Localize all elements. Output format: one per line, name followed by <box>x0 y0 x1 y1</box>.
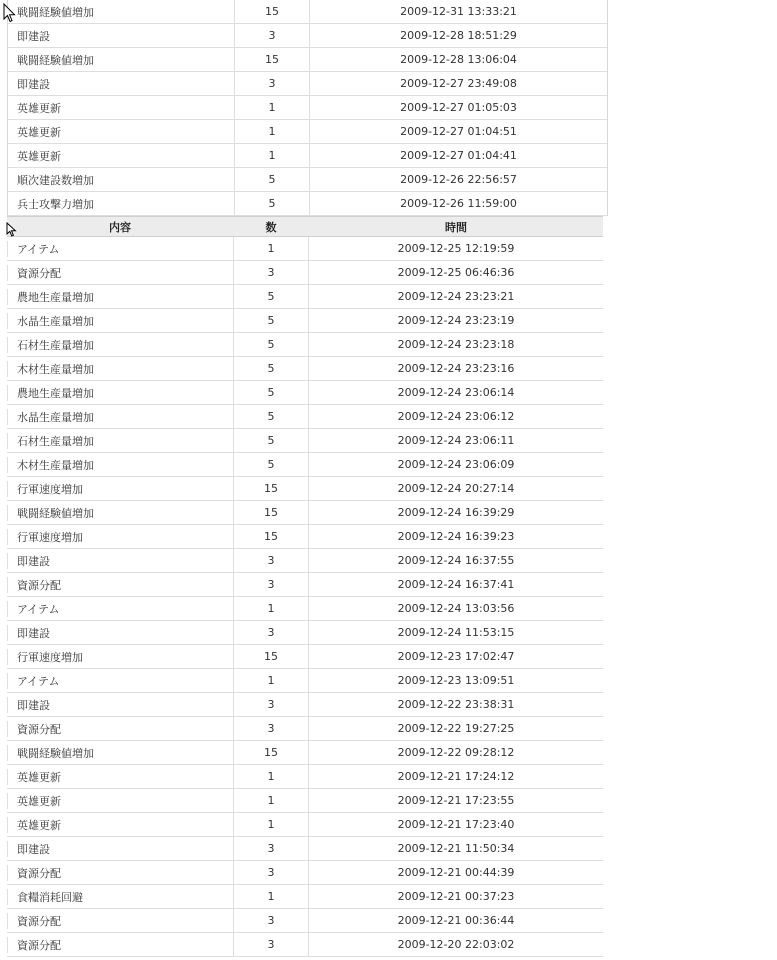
cell-content: 順次建設数増加 <box>17 173 94 187</box>
table-bottom-body <box>7 237 603 957</box>
cell-time: 2009-12-24 23:23:18 <box>397 338 515 351</box>
cell-content: 行軍速度増加 <box>7 529 233 545</box>
cell-content: 戦闘経験値増加 <box>17 53 94 67</box>
cell-time: 2009-12-24 23:23:19 <box>397 314 515 327</box>
header-content[interactable]: 内容 <box>109 220 131 234</box>
cell-time: 2009-12-23 13:09:51 <box>397 674 515 687</box>
cell-content: 農地生産量増加 <box>7 289 233 305</box>
table-row <box>7 789 603 813</box>
cell-time: 2009-12-27 01:05:03 <box>400 101 517 114</box>
cell-content: 資源分配 <box>7 865 233 881</box>
table-row <box>7 477 603 501</box>
cell-time: 2009-12-24 23:06:12 <box>397 410 515 423</box>
cell-time: 2009-12-26 22:56:57 <box>400 173 517 186</box>
cell-content: 水晶生産量増加 <box>7 313 233 329</box>
cell-time: 2009-12-22 19:27:25 <box>397 722 515 735</box>
cell-content: アイテム <box>7 601 233 617</box>
cell-count: 5 <box>233 357 309 380</box>
cell-count: 5 <box>233 453 309 476</box>
cell-time: 2009-12-28 18:51:29 <box>400 29 517 42</box>
cell-count: 5 <box>234 192 310 215</box>
cell-time: 2009-12-21 11:50:34 <box>397 842 515 855</box>
cell-count: 5 <box>233 429 309 452</box>
cell-count: 15 <box>234 48 310 71</box>
cell-count: 3 <box>234 24 310 47</box>
cell-time: 2009-12-21 00:37:23 <box>397 890 515 903</box>
cell-time: 2009-12-28 13:06:04 <box>400 53 517 66</box>
cell-count: 15 <box>233 741 309 764</box>
cell-count: 3 <box>233 693 309 716</box>
cell-content: 即建設 <box>7 697 233 713</box>
cell-count: 15 <box>233 501 309 524</box>
table-row <box>7 645 603 669</box>
table-row <box>7 453 603 477</box>
table-row <box>8 24 607 48</box>
cell-count: 1 <box>234 120 310 143</box>
cell-count: 3 <box>233 909 309 932</box>
cell-time: 2009-12-24 23:06:11 <box>397 434 515 447</box>
cell-content: 行軍速度増加 <box>7 481 233 497</box>
cell-content: 資源分配 <box>7 721 233 737</box>
cell-content: 水晶生産量増加 <box>7 409 233 425</box>
cell-count: 3 <box>233 261 309 284</box>
cell-count: 1 <box>234 96 310 119</box>
cell-count: 5 <box>233 309 309 332</box>
cell-time: 2009-12-24 16:37:41 <box>397 578 515 591</box>
cell-count: 1 <box>233 813 309 836</box>
table-row <box>7 933 603 957</box>
table-row <box>7 357 603 381</box>
cell-content: 戦闘経験値増加 <box>7 505 233 521</box>
cell-time: 2009-12-24 23:06:09 <box>397 458 515 471</box>
cell-content: 木材生産量増加 <box>7 457 233 473</box>
cell-count: 5 <box>233 381 309 404</box>
table-row <box>7 621 603 645</box>
header-count[interactable]: 数 <box>265 220 277 234</box>
cell-time: 2009-12-24 16:39:29 <box>397 506 515 519</box>
cell-content: 即建設 <box>7 553 233 569</box>
cell-time: 2009-12-23 17:02:47 <box>397 650 515 663</box>
cell-time: 2009-12-21 17:23:55 <box>397 794 515 807</box>
cell-count: 1 <box>233 885 309 908</box>
table-row <box>7 261 603 285</box>
usage-history-table-bottom <box>7 216 603 957</box>
cell-count: 5 <box>233 285 309 308</box>
cell-content: 食糧消耗回避 <box>7 889 233 905</box>
cell-content: 即建設 <box>17 29 50 43</box>
cell-time: 2009-12-21 00:36:44 <box>397 914 515 927</box>
cell-time: 2009-12-24 13:03:56 <box>397 602 515 615</box>
cell-count: 15 <box>233 645 309 668</box>
table-row <box>7 765 603 789</box>
cell-content: 即建設 <box>7 841 233 857</box>
cell-time: 2009-12-25 12:19:59 <box>397 242 515 255</box>
cell-content: 資源分配 <box>7 913 233 929</box>
cell-content: 木材生産量増加 <box>7 361 233 377</box>
cell-content: 英雄更新 <box>7 817 233 833</box>
table-row <box>7 333 603 357</box>
cell-count: 3 <box>233 837 309 860</box>
table-row <box>7 501 603 525</box>
cell-count: 1 <box>233 765 309 788</box>
cell-count: 1 <box>233 597 309 620</box>
table-row <box>7 885 603 909</box>
cell-content: 即建設 <box>7 625 233 641</box>
cell-time: 2009-12-22 09:28:12 <box>397 746 515 759</box>
cell-count: 3 <box>233 717 309 740</box>
usage-history-table-top <box>7 0 608 216</box>
table-row <box>7 909 603 933</box>
table-row <box>7 549 603 573</box>
table-row <box>8 120 607 144</box>
cell-time: 2009-12-27 23:49:08 <box>400 77 517 90</box>
cell-content: 英雄更新 <box>7 769 233 785</box>
table-row <box>7 429 603 453</box>
cell-time: 2009-12-24 16:39:23 <box>397 530 515 543</box>
table-row <box>7 693 603 717</box>
table-row <box>7 405 603 429</box>
cell-count: 15 <box>233 477 309 500</box>
cell-content: 戦闘経験値増加 <box>17 5 94 19</box>
cell-content: 英雄更新 <box>17 101 61 115</box>
cell-content: 英雄更新 <box>17 125 61 139</box>
cell-count: 1 <box>233 789 309 812</box>
cell-time: 2009-12-20 22:03:02 <box>397 938 515 951</box>
cell-content: 英雄更新 <box>17 149 61 163</box>
table-row <box>8 96 607 120</box>
table-row <box>7 861 603 885</box>
cell-content: 資源分配 <box>7 577 233 593</box>
table-row <box>7 813 603 837</box>
table-row <box>8 168 607 192</box>
cell-content: 農地生産量増加 <box>7 385 233 401</box>
table-row <box>8 48 607 72</box>
table-row <box>7 285 603 309</box>
table-row <box>8 192 607 216</box>
table-row <box>8 144 607 168</box>
table-row <box>7 573 603 597</box>
table-row <box>7 381 603 405</box>
table-header <box>7 216 603 237</box>
table-row <box>7 837 603 861</box>
cell-count: 1 <box>233 237 309 260</box>
cell-count: 3 <box>233 549 309 572</box>
cell-count: 1 <box>234 144 310 167</box>
cell-content: 戦闘経験値増加 <box>7 745 233 761</box>
cell-content: 資源分配 <box>7 265 233 281</box>
cell-count: 15 <box>234 0 310 23</box>
cell-time: 2009-12-26 11:59:00 <box>400 197 517 210</box>
table-row <box>7 525 603 549</box>
cell-time: 2009-12-24 23:06:14 <box>397 386 515 399</box>
cell-count: 3 <box>233 933 309 956</box>
cell-time: 2009-12-21 17:23:40 <box>397 818 515 831</box>
cell-time: 2009-12-24 20:27:14 <box>397 482 515 495</box>
cell-content: アイテム <box>7 673 233 689</box>
cell-time: 2009-12-21 00:44:39 <box>397 866 515 879</box>
table-row <box>8 72 607 96</box>
cell-count: 15 <box>233 525 309 548</box>
cell-content: 資源分配 <box>7 937 233 953</box>
cell-content: アイテム <box>7 241 233 257</box>
cell-content: 行軍速度増加 <box>7 649 233 665</box>
cell-count: 3 <box>233 861 309 884</box>
cell-count: 3 <box>233 573 309 596</box>
cell-count: 3 <box>234 72 310 95</box>
cell-time: 2009-12-24 23:23:16 <box>397 362 515 375</box>
table-row <box>7 309 603 333</box>
cell-count: 5 <box>233 333 309 356</box>
table-row <box>7 669 603 693</box>
cell-time: 2009-12-25 06:46:36 <box>397 266 515 279</box>
cell-time: 2009-12-27 01:04:51 <box>400 125 517 138</box>
cell-content: 石材生産量増加 <box>7 433 233 449</box>
table-top-body <box>8 0 607 216</box>
cell-count: 5 <box>234 168 310 191</box>
cell-time: 2009-12-21 17:24:12 <box>397 770 515 783</box>
table-row <box>7 741 603 765</box>
table-row <box>7 237 603 261</box>
table-row <box>8 0 607 24</box>
cell-count: 1 <box>233 669 309 692</box>
header-time[interactable]: 時間 <box>445 220 467 234</box>
cell-time: 2009-12-24 16:37:55 <box>397 554 515 567</box>
table-row <box>7 597 603 621</box>
cell-time: 2009-12-31 13:33:21 <box>400 5 517 18</box>
cell-content: 石材生産量増加 <box>7 337 233 353</box>
cell-count: 3 <box>233 621 309 644</box>
table-row <box>7 717 603 741</box>
cell-content: 英雄更新 <box>7 793 233 809</box>
cell-time: 2009-12-27 01:04:41 <box>400 149 517 162</box>
cell-count: 5 <box>233 405 309 428</box>
cell-content: 即建設 <box>17 77 50 91</box>
cell-time: 2009-12-22 23:38:31 <box>397 698 515 711</box>
cell-time: 2009-12-24 23:23:21 <box>397 290 515 303</box>
cell-time: 2009-12-24 11:53:15 <box>397 626 515 639</box>
cell-content: 兵士攻撃力増加 <box>17 197 94 211</box>
